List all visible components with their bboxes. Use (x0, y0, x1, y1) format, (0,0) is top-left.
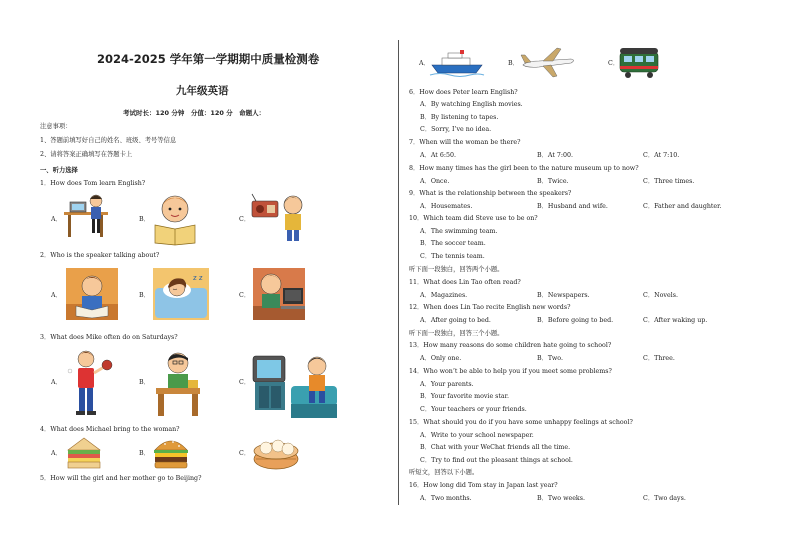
option-label: A． (51, 379, 62, 386)
option-label: C． (239, 292, 251, 299)
option: C．Father and daughter. (643, 203, 722, 210)
reading-book-boy-icon (152, 191, 198, 245)
hamburger-icon (153, 436, 189, 470)
question-1: 1．How does Tom learn English? (40, 180, 146, 187)
listening-instruction: 听下面一段独白，回答三个小题。 (409, 330, 504, 337)
ship-icon (430, 49, 484, 77)
question-13: 13．How many reasons do some children hate going to school? (409, 342, 612, 349)
option-label: A． (419, 60, 430, 67)
question-10: 10．Which team did Steve use to be on? (409, 215, 538, 222)
option: B．By listening to tapes. (420, 114, 499, 121)
option: C．Two days. (643, 495, 686, 502)
option: A．Two months. (420, 495, 472, 502)
option: A．Your parents. (420, 381, 474, 388)
option: B．Two weeks. (537, 495, 585, 502)
option: A．The swimming team. (420, 228, 498, 235)
question-8: 8．How many times has the girl been to the nature museum up to now? (409, 165, 639, 172)
question-4: 4．What does Michael bring to the woman? (40, 426, 180, 433)
option: A．After going to bed. (420, 317, 491, 324)
listening-instruction: 听短文，回答以下小题。 (409, 469, 479, 476)
option: B．Newspapers. (537, 292, 590, 299)
question-2: 2．Who is the speaker talking about? (40, 252, 160, 259)
tv-couch-boy-icon (253, 348, 339, 420)
option: A．Write to your school newspaper. (420, 432, 534, 439)
laptop-desk-boy-icon (62, 192, 116, 240)
option: C．The tennis team. (420, 253, 485, 260)
question-16: 16．How long did Tom stay in Japan last year? (409, 482, 558, 489)
option: B．Chat with your WeChat friends all the time. (420, 444, 571, 451)
ping-pong-boy-icon (62, 349, 114, 417)
radio-boy-icon (250, 193, 308, 243)
option: A．Housemates. (420, 203, 473, 210)
option: C．Try to find out the pleasant things at school. (420, 457, 573, 464)
option: C．Sorry, I’ve no idea. (420, 126, 492, 133)
option: C．At 7:10. (643, 152, 680, 159)
question-5: 5．How will the girl and her mother go to Beijing? (40, 475, 202, 482)
note-item: 2、请将答案正确填写在答题卡上 (40, 151, 133, 158)
note-item: 1、答题前填写好自己的姓名、班级、考号等信息 (40, 137, 177, 144)
option-label: B． (508, 60, 519, 67)
option-label: B． (139, 216, 150, 223)
page-title: 2024-2025 学年第一学期期中质量检测卷 (97, 52, 320, 66)
exam-info: 考试时长：120 分钟 分值：120 分 命题人： (123, 109, 266, 117)
option-label: C． (608, 60, 620, 67)
question-12: 12．When does Lin Tao recite English new words? (409, 304, 571, 311)
option-label: C． (239, 450, 251, 457)
option-label: C． (239, 216, 251, 223)
listening-instruction: 听下面一段独白，回答两个小题。 (409, 266, 504, 273)
option: C．After waking up. (643, 317, 708, 324)
sandwich-icon (66, 436, 102, 470)
desk-boy-icon (152, 350, 204, 418)
question-7: 7．When will the woman be there? (409, 139, 521, 146)
option: A．Once. (420, 178, 450, 185)
option: B．Before going to bed. (537, 317, 614, 324)
dumplings-icon (252, 433, 300, 471)
option: A．By watching English movies. (420, 101, 523, 108)
option: A．Only one. (420, 355, 462, 362)
option: C．Three times. (643, 178, 695, 185)
option: A．At 6:50. (420, 152, 456, 159)
option: C．Novels. (643, 292, 678, 299)
option: B．Two. (537, 355, 563, 362)
train-icon (618, 46, 660, 80)
notes-heading: 注意事项： (40, 123, 72, 130)
computer-boy-icon (253, 268, 305, 320)
column-divider (398, 40, 399, 505)
plane-icon (519, 45, 577, 79)
option-label: A． (51, 450, 62, 457)
page-subtitle: 九年级英语 (176, 85, 229, 97)
option: B．Husband and wife. (537, 203, 608, 210)
question-15: 15．What should you do if you have some unhappy feelings at school? (409, 419, 633, 426)
option: B．The soccer team. (420, 240, 486, 247)
option-label: C． (239, 379, 251, 386)
option-label: B． (139, 450, 150, 457)
option-label: A． (51, 292, 62, 299)
svg-text:z z: z z (193, 274, 203, 282)
option: B．At 7:00. (537, 152, 574, 159)
question-3: 3．What does Mike often do on Saturdays? (40, 334, 178, 341)
reading-boy-icon (66, 268, 118, 320)
option-label: B． (139, 379, 150, 386)
option: B．Twice. (537, 178, 569, 185)
option-label: B． (139, 292, 150, 299)
question-11: 11．What does Lin Tao often read? (409, 279, 521, 286)
option-label: A． (51, 216, 62, 223)
question-6: 6．How does Peter learn English? (409, 89, 518, 96)
question-14: 14．Who won’t be able to help you if you meet some problems? (409, 368, 612, 375)
option: C．Three. (643, 355, 675, 362)
option: B．Your favorite movie star. (420, 393, 510, 400)
option: C．Your teachers or your friends. (420, 406, 527, 413)
section-heading: 一、听力选择 (40, 167, 78, 174)
question-9: 9．What is the relationship between the speakers? (409, 190, 572, 197)
sleeping-girl-icon (153, 268, 209, 320)
option: A．Magazines. (420, 292, 468, 299)
